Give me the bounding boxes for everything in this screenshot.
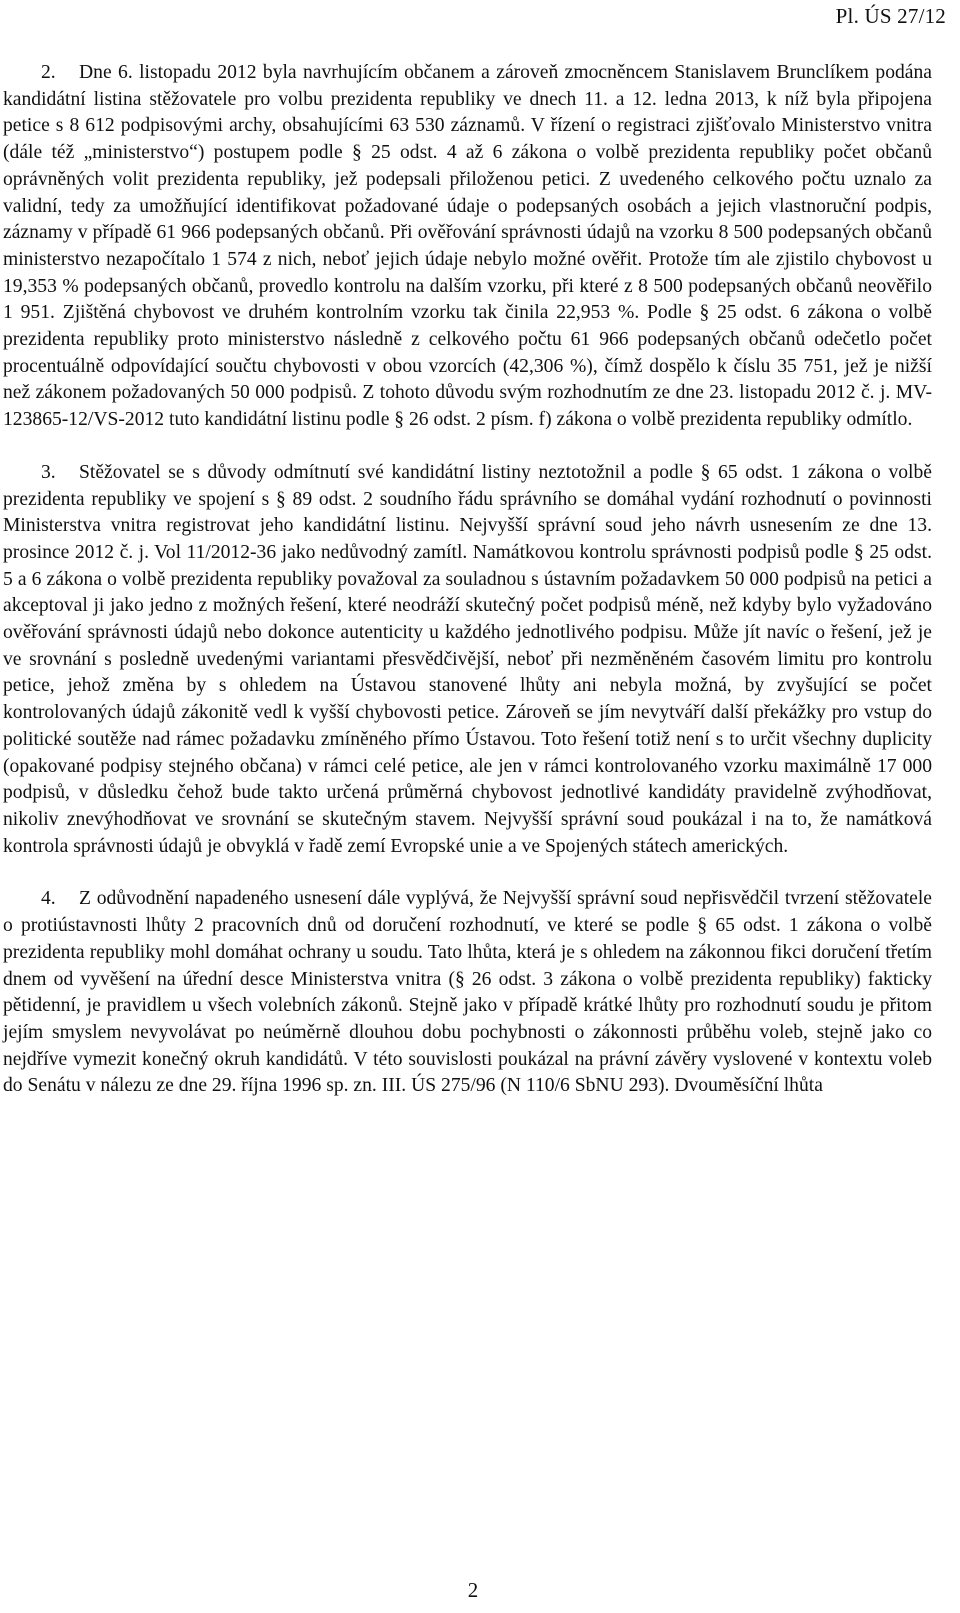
paragraph-text: Z odůvodnění napadeného usnesení dále vyplývá, že Nejvyšší správní soud nepřisvědčil tvrzení stěžovatele o protiústavnosti lhůty 2 pracovních dnů od doručení rozhodnutí, ve které se podle § 65 odst. 1 zákona o volbě prezidenta republiky mohl domáhat ochrany u soudu. Tato lhůta, která je s ohledem na zákonnou fikci doručení třetím dnem od vyvěšení na úřední desce Ministerstva vnitra (§ 26 odst. 3 zákona o volbě prezidenta republiky) fakticky pětidenní, je pravidlem u všech volebních zákonů. Stejně jako v případě krátké lhůty pro rozhodnutí soudu je přitom jejím smyslem nevyvolávat po neúměrně dlouhou dobu pochybnosti o zákonnosti průběhu voleb, stejně jako co nejdříve vymezit konečný okruh kandidátů. V této souvislosti poukázal na právní závěry vyslovené v kontextu voleb do Senátu v nálezu ze dne 29. října 1996 sp. zn. III. ÚS 275/96 (N 110/6 SbNU 293). Dvouměsíční lhůta — [3, 888, 932, 1097]
document-body — [3, 60, 932, 1100]
paragraph-number: 3. — [41, 461, 56, 483]
page-number: 2 — [467, 1578, 479, 1602]
paragraph-number: 4. — [41, 888, 56, 910]
paragraph-3 — [3, 460, 932, 861]
paragraph-text: Stěžovatel se s důvody odmítnutí své kandidátní listiny neztotožnil a podle § 65 odst. 1 zákona o volbě prezidenta republiky ve spojení s § 89 odst. 2 soudního řádu správního se domáhal vydání rozhodnutí o povinnosti Ministerstva vnitra registrovat jeho kandidátní listinu. Nejvyšší správní soud jeho návrh usnesením ze dne 13. prosince 2012 č. j. Vol 11/2012-36 jako nedůvodný zamítl. Namátkovou kontrolu správnosti podpisů podle § 25 odst. 5 a 6 zákona o volbě prezidenta republiky považoval za souladnou s ústavním požadavkem 50 000 podpisů na petici a akceptoval ji jako jedno z možných řešení, které neodráží skutečný počet podpisů méně, než kdyby bylo vyžadováno ověřování správnosti údajů nebo dokonce autenticity u každého jednotlivého podpisu. Může jít navíc o řešení, jež je ve srovnání s posledně uvedenými variantami přesvědčivější, neboť při nezměněném časovém limitu pro kontrolu petice, jehož změna by s ohledem na Ústavou stanovené lhůty ani nebyla možná, by zvyšující se počet kontrolovaných údajů zákonitě vedl k vyšší chybovosti petice. Zároveň se jím nevytváří další překážky pro vstup do politické soutěže nad rámec požadavku zmíněného přímo Ústavou. Toto řešení totiž není s to určit všechny duplicity (opakované podpisy stejného občana) v rámci celé petice, ale jen v rámci kontrolovaného vzorku maximálně 17 000 podpisů, v důsledku čehož bude takto určená průměrná chybovost jednotlivé kandidáty pravidelně zvýhodňovat, nikoliv znevýhodňovat ve srovnání se skutečným stavem. Nejvyšší správní soud poukázal i na to, že namátková kontrola správnosti údajů je obvyklá v řadě zemí Evropské unie a ve Spojených státech amerických. — [3, 461, 932, 857]
paragraph-4 — [3, 886, 932, 1100]
document-reference: Pl. ÚS 27/12 — [835, 4, 946, 28]
paragraph-2 — [3, 60, 932, 434]
paragraph-text: Dne 6. listopadu 2012 byla navrhujícím občanem a zároveň zmocněncem Stanislavem Brunclíkem podána kandidátní listina stěžovatele pro volbu prezidenta republiky ve dnech 11. a 12. ledna 2013, k níž byla připojena petice s 8 612 podpisovými archy, obsahujícími 63 530 záznamů. V řízení o registraci zjišťovalo Ministerstvo vnitra (dále též „ministerstvo“) postupem podle § 25 odst. 4 až 6 zákona o volbě prezidenta republiky počet občanů oprávněných volit prezidenta republiky, jež podepsali přiloženou petici. Z uvedeného celkového počtu uznalo za validní, tedy za umožňující identifikovat požadované údaje o podepsaných osobách a jejich vlastnoruční podpis, záznamy v případě 61 966 podepsaných občanů. Při ověřování správnosti údajů na vzorku 8 500 podepsaných občanů ministerstvo nezapočítalo 1 574 z nich, neboť jejich údaje nebylo možné ověřit. Protože tím ale zjistilo chybovost u 19,353 % podepsaných občanů, provedlo kontrolu na dalším vzorku, při které z 8 500 podepsaných občanů neověřilo 1 951. Zjištěná chybovost ve druhém kontrolním vzorku tak činila 22,953 %. Podle § 25 odst. 6 zákona o volbě prezidenta republiky proto ministerstvo následně z celkového počtu 61 966 podepsaných občanů odečetlo počet procentuálně odpovídající součtu chybovosti v obou vzorcích (42,306 %), čímž dospělo k číslu 35 751, jež je nižší než zákonem požadovaných 50 000 podpisů. Z tohoto důvodu svým rozhodnutím ze dne 23. listopadu 2012 č. j. MV-123865-12/VS-2012 tuto kandidátní listinu podle § 26 odst. 2 písm. f) zákona o volbě prezidenta republiky odmítlo. — [3, 62, 932, 431]
paragraph-number: 2. — [41, 62, 56, 83]
